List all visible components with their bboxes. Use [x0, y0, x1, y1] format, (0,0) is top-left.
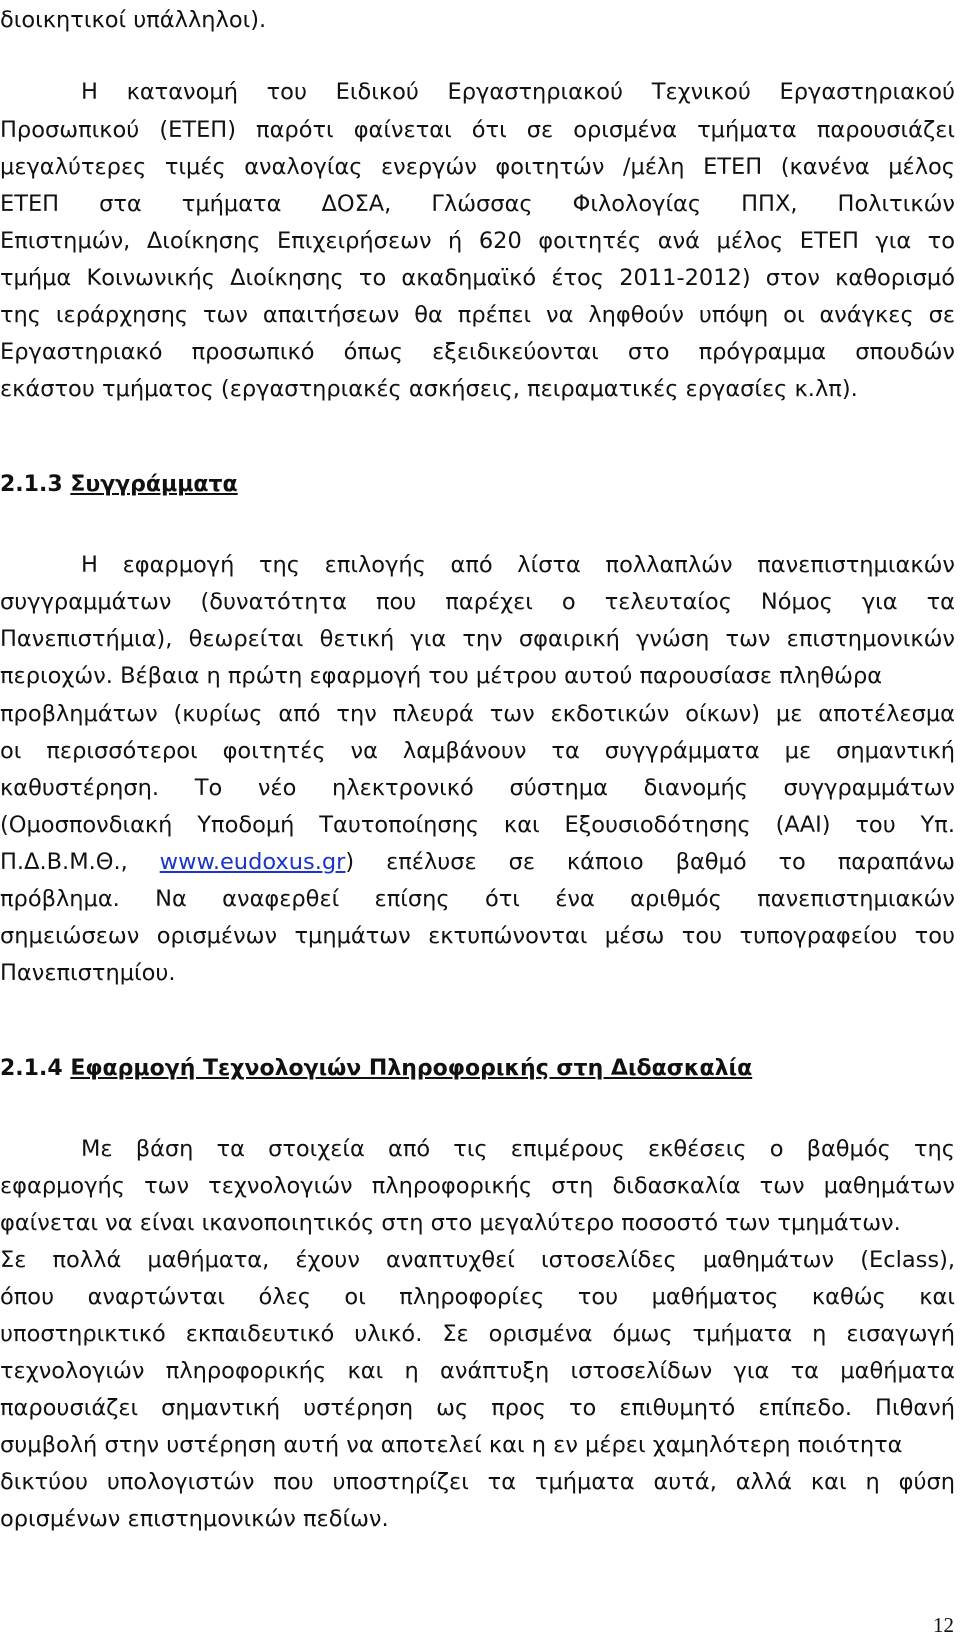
paragraph-1-line: ΕΤΕΠ στα τμήματα ΔΟΣΑ, Γλώσσας Φιλολογίας ΠΠΧ, Πολιτικών [0, 191, 955, 217]
paragraph-1-line: Προσωπικού (ΕΤΕΠ) παρότι φαίνεται ότι σε ορισμένα τμήματα παρουσιάζει [0, 117, 955, 143]
section-2-1-4-line: ορισμένων επιστημονικών πεδίων. [0, 1506, 389, 1532]
paragraph-1-line: μεγαλύτερες τιμές αναλογίας ενεργών φοιτητών /μέλη ΕΤΕΠ (κανένα μέλος [0, 154, 955, 180]
section-2-1-3-line: (Ομοσπονδιακή Υποδομή Ταυτοποίησης και Εξουσιοδότησης (ΑΑΙ) του Υπ. [0, 812, 955, 838]
section-2-1-4-line: τεχνολογιών πληροφορικής και η ανάπτυξη ιστοσελίδων για τα μαθήματα [0, 1358, 955, 1384]
section-2-1-4-line: δικτύου υπολογιστών που υποστηρίζει τα τμήματα αυτά, αλλά και η φύση [0, 1469, 955, 1495]
section-2-1-4-line: παρουσιάζει σημαντική υστέρηση ως προς το επιθυμητό επίπεδο. Πιθανή [0, 1395, 955, 1421]
section-2-1-4-line: εφαρμογής των τεχνολογιών πληροφορικής στη διδασκαλία των μαθημάτων [0, 1173, 955, 1199]
section-2-1-3-line [0, 844, 955, 880]
section-2-1-4-line: φαίνεται να είναι ικανοποιητικός στη στο μεγαλύτερο ποσοστό των τμημάτων. [0, 1210, 901, 1236]
section-2-1-3-line: οι περισσότεροι φοιτητές να λαμβάνουν τα συγγράμματα με σημαντική [0, 738, 955, 764]
section-2-1-3-line: Πανεπιστημίου. [0, 960, 176, 986]
section-title: Συγγράμματα [70, 472, 238, 497]
section-2-1-3-line: πρόβλημα. Να αναφερθεί επίσης ότι ένα αριθμός πανεπιστημιακών [0, 886, 955, 912]
section-heading-2-1-4 [0, 1051, 752, 1087]
section-2-1-4-line: συμβολή στην υστέρηση αυτή να αποτελεί και η εν μέρει χαμηλότερη ποιότητα [0, 1432, 903, 1458]
section-2-1-3-line: περιοχών. Βέβαια η πρώτη εφαρμογή του μέτρου αυτού παρουσίασε πληθώρα [0, 663, 883, 689]
page-number: 12 [933, 1613, 954, 1637]
paragraph-1-line: Εργαστηριακό προσωπικό όπως εξειδικεύονται στο πρόγραμμα σπουδών [0, 339, 955, 365]
section-2-1-4-line: Με βάση τα στοιχεία από τις επιμέρους εκθέσεις ο βαθμός της [81, 1136, 955, 1162]
section-title: Εφαρμογή Τεχνολογιών Πληροφορικής στη Διδασκαλία [70, 1056, 753, 1081]
section-2-1-4-line: όπου αναρτώνται όλες οι πληροφορίες του μαθήματος καθώς και [0, 1284, 955, 1310]
link-line-prefix: Π.Δ.Β.Μ.Θ., [0, 849, 160, 875]
paragraph-1-line: Η κατανομή του Ειδικού Εργαστηριακού Τεχνικού Εργαστηριακού [81, 79, 955, 105]
section-2-1-3-line: καθυστέρηση. Το νέο ηλεκτρονικό σύστημα διανομής συγγραμμάτων [0, 775, 955, 801]
section-number: 2.1.4 [0, 1056, 63, 1081]
section-heading-2-1-3 [0, 467, 238, 503]
section-2-1-3-line: Πανεπιστήμια), θεωρείται θετική για την σφαιρική γνώση των επιστημονικών [0, 626, 955, 652]
section-2-1-4-line: υποστηρικτικό εκπαιδευτικό υλικό. Σε ορισμένα όμως τμήματα η εισαγωγή [0, 1321, 955, 1347]
top-fragment: διοικητικοί υπάλληλοι). [0, 7, 267, 33]
section-2-1-3-line: Η εφαρμογή της επιλογής από λίστα πολλαπλών πανεπιστημιακών [81, 552, 955, 578]
section-2-1-4-line: Σε πολλά μαθήματα, έχουν αναπτυχθεί ιστοσελίδες μαθημάτων (Eclass), [0, 1247, 955, 1273]
section-2-1-3-line: προβλημάτων (κυρίως από την πλευρά των εκδοτικών οίκων) με αποτέλεσμα [0, 701, 955, 727]
paragraph-1-line: Επιστημών, Διοίκησης Επιχειρήσεων ή 620 φοιτητές ανά μέλος ΕΤΕΠ για το [0, 228, 955, 254]
section-2-1-3-line: σημειώσεων ορισμένων τμημάτων εκτυπώνονται μέσω του τυπογραφείου του [0, 923, 955, 949]
paragraph-1-line: τμήμα Κοινωνικής Διοίκησης το ακαδημαϊκό έτος 2011-2012) στον καθορισμό [0, 265, 955, 291]
link-line-suffix: ) επέλυσε σε κάποιο βαθμό το παραπάνω [345, 849, 955, 875]
paragraph-1-line: εκάστου τμήματος (εργαστηριακές ασκήσεις, πειραματικές εργασίες κ.λπ). [0, 376, 858, 402]
paragraph-1-line: της ιεράρχησης των απαιτήσεων θα πρέπει να ληφθούν υπόψη οι ανάγκες σε [0, 302, 955, 328]
eudoxus-link[interactable]: www.eudoxus.gr [159, 849, 346, 875]
section-2-1-3-line: συγγραμμάτων (δυνατότητα που παρέχει ο τελευταίος Νόμος για τα [0, 589, 955, 615]
section-number: 2.1.3 [0, 472, 63, 497]
